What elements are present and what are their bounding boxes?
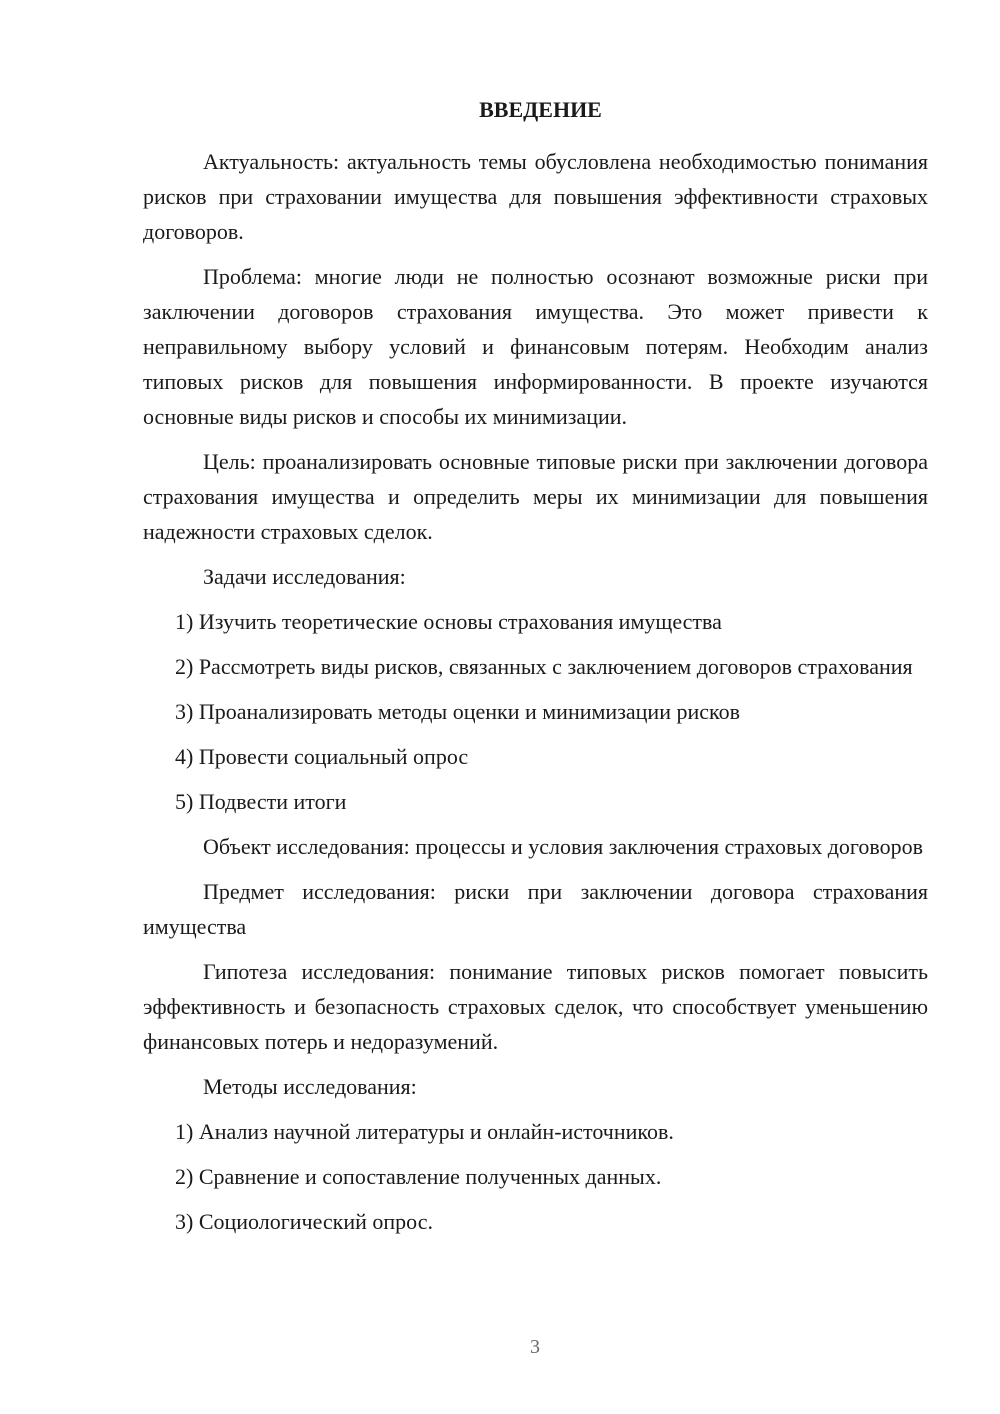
task-item-1: 1) Изучить теоретические основы страхования имущества [175, 609, 722, 634]
page-number: 3 [530, 1336, 540, 1358]
paragraph-hypothesis: Гипотеза исследования: понимание типовых рисков помогает повысить эффективность и безопасность страховых сделок, что способствует уменьшению финансовых потерь и недоразумений. [143, 959, 928, 1054]
methods-heading: Методы исследования: [203, 1074, 417, 1099]
paragraph-relevance: Актуальность: актуальность темы обусловлена необходимостью понимания рисков при страховании имущества для повышения эффективности страховых договоров. [143, 149, 928, 244]
page-title: ВВЕДЕНИЕ [479, 97, 602, 122]
task-item-4: 4) Провести социальный опрос [175, 744, 469, 769]
paragraph-subject: Предмет исследования: риски при заключении договора страхования имущества [143, 879, 928, 939]
method-item-2: 2) Сравнение и сопоставление полученных данных. [175, 1164, 662, 1189]
paragraph-goal: Цель: проанализировать основные типовые риски при заключении договора страхования имущества и определить меры их минимизации для повышения надежности страховых сделок. [143, 449, 928, 544]
tasks-heading: Задачи исследования: [203, 564, 406, 589]
task-item-5: 5) Подвести итоги [175, 789, 347, 814]
paragraph-object: Объект исследования: процессы и условия заключения страховых договоров [203, 834, 923, 859]
task-item-2: 2) Рассмотреть виды рисков, связанных с заключением договоров страхования [175, 654, 913, 679]
task-item-3: 3) Проанализировать методы оценки и минимизации рисков [175, 699, 740, 724]
paragraph-problem: Проблема: многие люди не полностью осознают возможные риски при заключении договоров страхования имущества. Это может привести к неправильному выбору условий и финансовым потерям. Необходим анализ типовых рисков для повышения информированности. В проекте изучаются основные виды рисков и способы их минимизации. [143, 264, 928, 429]
method-item-3: 3) Социологический опрос. [175, 1209, 433, 1234]
document-page [143, 96, 928, 1249]
method-item-1: 1) Анализ научной литературы и онлайн-источников. [175, 1119, 674, 1144]
